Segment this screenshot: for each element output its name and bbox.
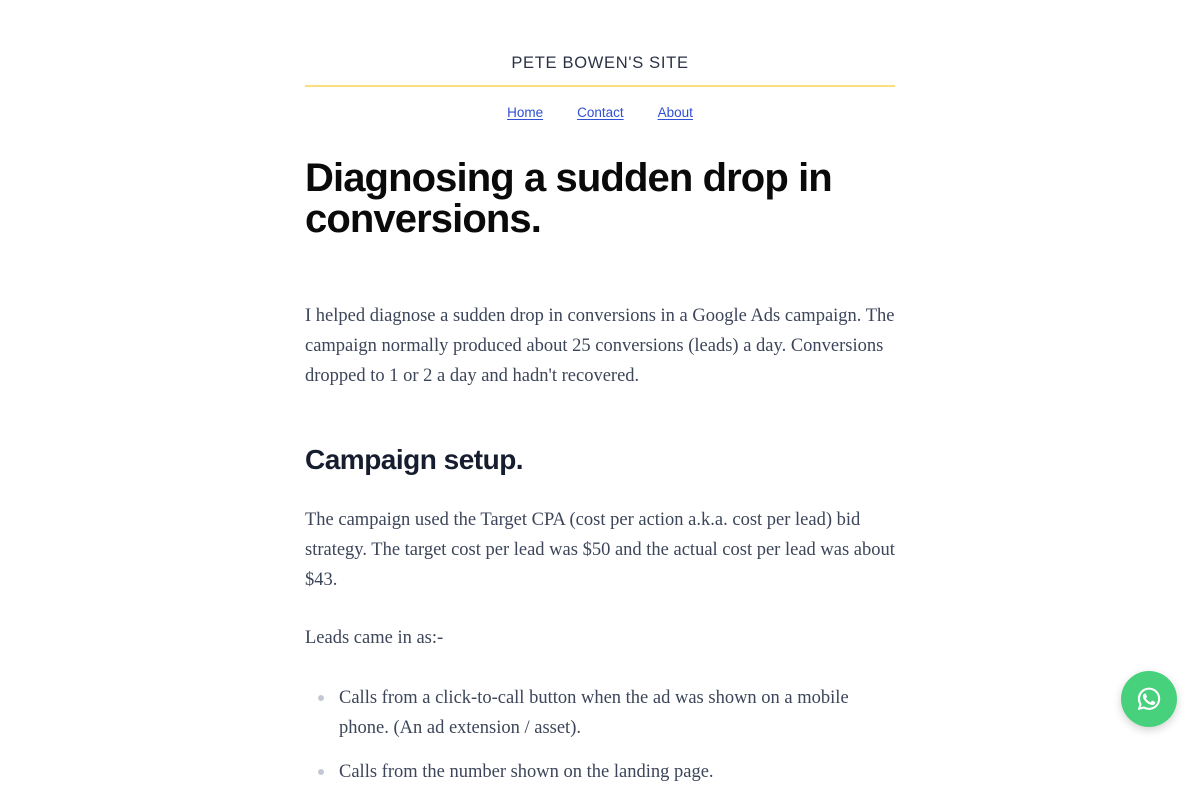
page-title: Diagnosing a sudden drop in conversions.: [305, 155, 832, 241]
section-heading-campaign-setup: Campaign setup.: [305, 444, 524, 476]
site-title: PETE BOWEN'S SITE: [511, 54, 689, 72]
site-header: [305, 0, 895, 87]
list-item: Calls from a click-to-call button when the ad was shown on a mobile phone. (An ad extension / asset).: [305, 669, 895, 743]
nav-link-contact[interactable]: Contact: [577, 104, 624, 120]
primary-navigation: [305, 87, 895, 122]
whatsapp-chat-button[interactable]: [1121, 671, 1177, 727]
nav-link-about[interactable]: About: [657, 104, 693, 120]
leads-bullet-list: [305, 653, 895, 787]
content-column: [305, 0, 895, 787]
whatsapp-icon: [1133, 683, 1165, 715]
article-paragraph-leads-intro: Leads came in as:-: [305, 627, 444, 648]
article-lede-paragraph: I helped diagnose a sudden drop in conversions in a Google Ads campaign. The campaign normally produced about 25 conversions (leads) a day. Conversions dropped to 1 or 2 a day and hadn't recovered.: [305, 306, 895, 387]
nav-link-home[interactable]: Home: [507, 104, 544, 120]
list-item: Calls from the number shown on the landing page.: [305, 743, 895, 787]
article-body: [305, 122, 895, 787]
article-paragraph-bid-strategy: The campaign used the Target CPA (cost per action a.k.a. cost per lead) bid strategy. The target cost per lead was $50 and the actual cost per lead was about $43.: [305, 509, 895, 590]
